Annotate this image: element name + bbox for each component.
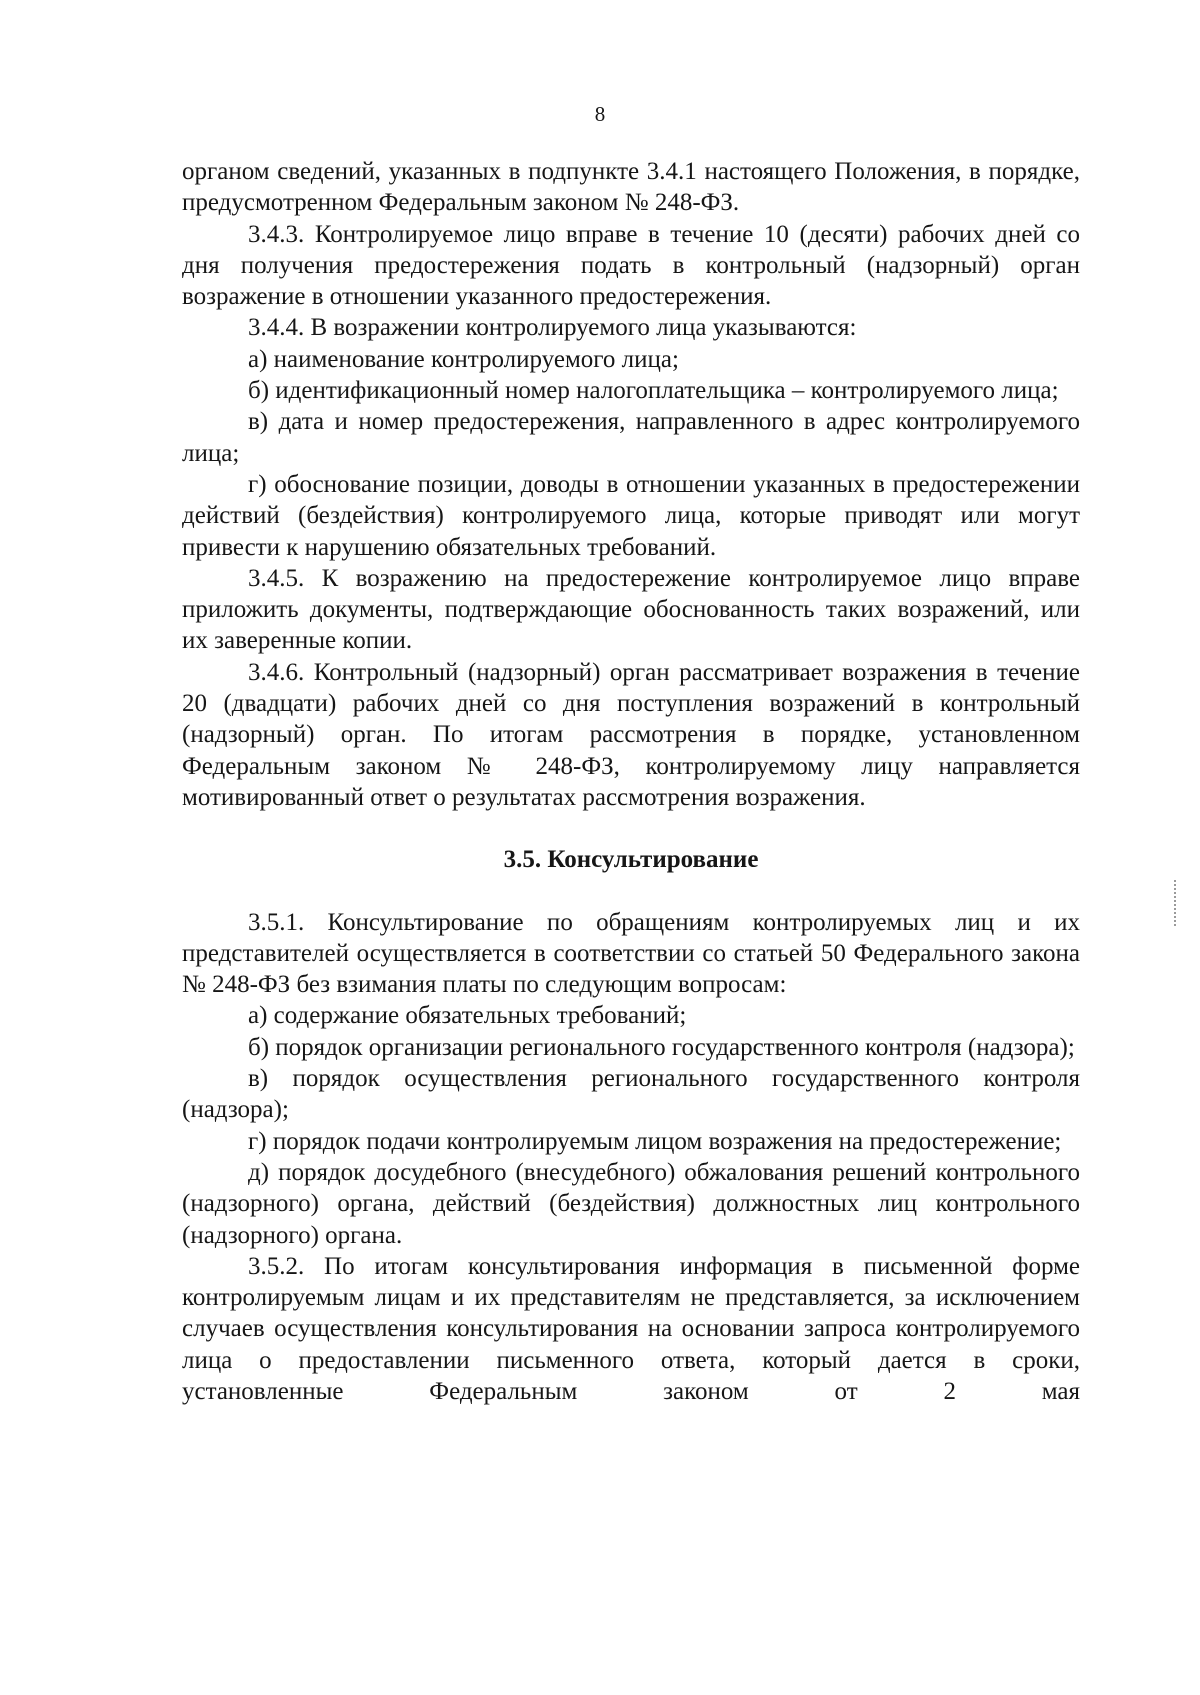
section-heading: 3.5. Консультирование <box>503 846 759 874</box>
paragraph-continuation: органом сведений, указанных в подпункте 3.4.1 настоящего Положения, в порядке, предусмотренном Федеральным законом № 248-ФЗ. <box>182 158 1080 217</box>
paragraph-3-4-4: 3.4.4. В возражении контролируемого лица указываются: <box>248 314 857 342</box>
consult-item-g: г) порядок подачи контролируемым лицом возражения на предостережение; <box>248 1127 1062 1155</box>
document-body <box>182 156 1080 1407</box>
consult-item-b: б) порядок организации регионального государственного контроля (надзора); <box>248 1033 1075 1061</box>
list-item-b: б) идентификационный номер налогоплательщика – контролируемого лица; <box>248 377 1059 405</box>
scan-artifact <box>1174 880 1178 926</box>
consult-item-a: а) содержание обязательных требований; <box>248 1002 687 1030</box>
list-item-g: г) обоснование позиции, доводы в отношении указанных в предостережении действий (бездействия) контролируемого лица, которые приводят или могут привести к нарушению обязательных требований. <box>182 470 1080 561</box>
paragraph-3-4-6: 3.4.6. Контрольный (надзорный) орган рассматривает возражения в течение 20 (двадцати) рабочих дней со дня поступления возражений в контрольный (надзорный) орган. По итогам рассмотрения в порядке, установленном Федеральным законом № 248-ФЗ, контролируемому лицу направляется мотивированный ответ о результатах рассмотрения возражения. <box>182 658 1080 811</box>
consult-item-d: д) порядок досудебного (внесудебного) обжалования решений контрольного (надзорного) органа, действий (бездействия) должностных лиц контрольного (надзорного) органа. <box>182 1158 1080 1249</box>
paragraph-3-5-1: 3.5.1. Консультирование по обращениям контролируемых лиц и их представителей осуществляется в соответствии со статьей 50 Федерального закона № 248-ФЗ без взимания платы по следующим вопросам: <box>182 908 1080 999</box>
list-item-v: в) дата и номер предостережения, направленного в адрес контролируемого лица; <box>182 408 1080 467</box>
paragraph-3-4-5: 3.4.5. К возражению на предостережение контролируемое лицо вправе приложить документы, подтверждающие обоснованность таких возражений, или их заверенные копии. <box>182 564 1080 655</box>
paragraph-3-4-3: 3.4.3. Контролируемое лицо вправе в течение 10 (десяти) рабочих дней со дня получения предостережения подать в контрольный (надзорный) орган возражение в отношении указанного предостережения. <box>182 220 1080 311</box>
consult-item-v: в) порядок осуществления регионального государственного контроля (надзора); <box>182 1065 1080 1124</box>
page-number: 8 <box>594 102 606 126</box>
list-item-a: а) наименование контролируемого лица; <box>248 345 679 373</box>
paragraph-3-5-2: 3.5.2. По итогам консультирования информация в письменной форме контролируемым лицам и их представителям не представляется, за исключением случаев осуществления консультирования на основании запроса контролируемого лица о предоставлении письменного ответа, который дается в сроки, установленные Федеральным законом от 2 мая <box>182 1252 1080 1405</box>
